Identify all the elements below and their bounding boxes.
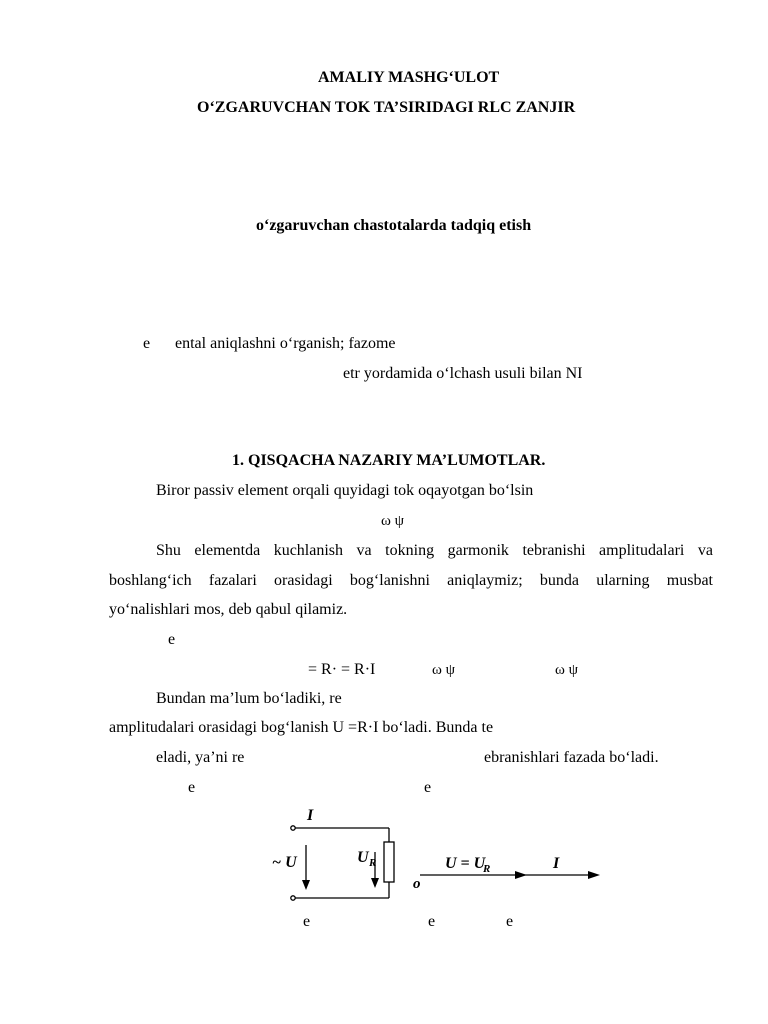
goal-fragment-e: e: [143, 335, 151, 352]
fragment-e-2: e: [188, 779, 196, 796]
phasor-voltage-label: U = U: [445, 855, 486, 872]
line-ebranishlari: ebranishlari fazada bo‘ladi.: [484, 749, 659, 766]
subtitle: o‘zgaruvchan chastotalarda tadqiq etish: [256, 217, 532, 234]
origin-label: o: [413, 876, 421, 892]
source-label: ~ U: [272, 854, 297, 871]
fragment-e-3: e: [424, 779, 432, 796]
line-eladi: eladi, ya’ni re: [156, 749, 245, 766]
phasor-voltage-sub: R: [483, 863, 491, 875]
resistor-icon: [384, 842, 394, 882]
title-line-1: AMALIY MASHG‘ULOT: [318, 69, 500, 86]
footer-fragment-e-1: e: [303, 913, 311, 930]
fragment-e-1: e: [168, 631, 176, 648]
resistor-voltage-label: U: [357, 849, 369, 866]
symbols-omega-psi: ω ψ: [381, 513, 405, 529]
line-bundan: Bundan ma’lum bo‘ladiki, re: [156, 690, 342, 707]
formula-symbols-1: ω ψ: [432, 662, 456, 678]
terminal-bottom: [291, 896, 295, 900]
goal-line-1: ental aniqlashni o‘rganish; fazome: [175, 335, 396, 352]
phasor-current-label: I: [553, 855, 560, 872]
resistor-arrow-head: [371, 878, 379, 888]
paragraph-2-line-2: boshlang‘ich fazalari orasidagi bog‘lanishni aniqlaymiz; bunda ularning musbat: [109, 572, 713, 589]
rlc-circuit-figure: [260, 800, 610, 910]
footer-fragment-e-2: e: [428, 913, 436, 930]
phasor-i-arrow-head: [588, 871, 600, 879]
phasor-u-arrow-head: [515, 871, 527, 879]
circuit-schematic: [291, 826, 596, 900]
current-label: I: [307, 807, 314, 824]
title-line-2: O‘ZGARUVCHAN TOK TA’SIRIDAGI RLC ZANJIR: [197, 99, 576, 116]
goal-line-2: etr yordamida o‘lchash usuli bilan NI: [343, 365, 583, 382]
source-arrow-head: [302, 880, 310, 890]
paragraph-2-line-1: Shu elementda kuchlanish va tokning garmonik tebranishi amplitudalari va: [156, 542, 713, 559]
line-amplitudalari: amplitudalari orasidagi bog‘lanish U =R·I bo‘ladi. Bunda te: [109, 719, 494, 736]
paragraph-1: Biror passiv element orqali quyidagi tok oqayotgan bo‘lsin: [156, 482, 534, 499]
paragraph-2-line-3: yo‘nalishlari mos, deb qabul qilamiz.: [109, 601, 348, 618]
footer-fragment-e-3: e: [506, 913, 514, 930]
section-heading: 1. QISQACHA NAZARIY MA’LUMOTLAR.: [232, 452, 546, 469]
terminal-top: [291, 826, 295, 830]
resistor-voltage-sub: R: [369, 857, 377, 869]
formula-symbols-2: ω ψ: [555, 662, 579, 678]
formula-main: = R· = R·I: [308, 661, 376, 678]
